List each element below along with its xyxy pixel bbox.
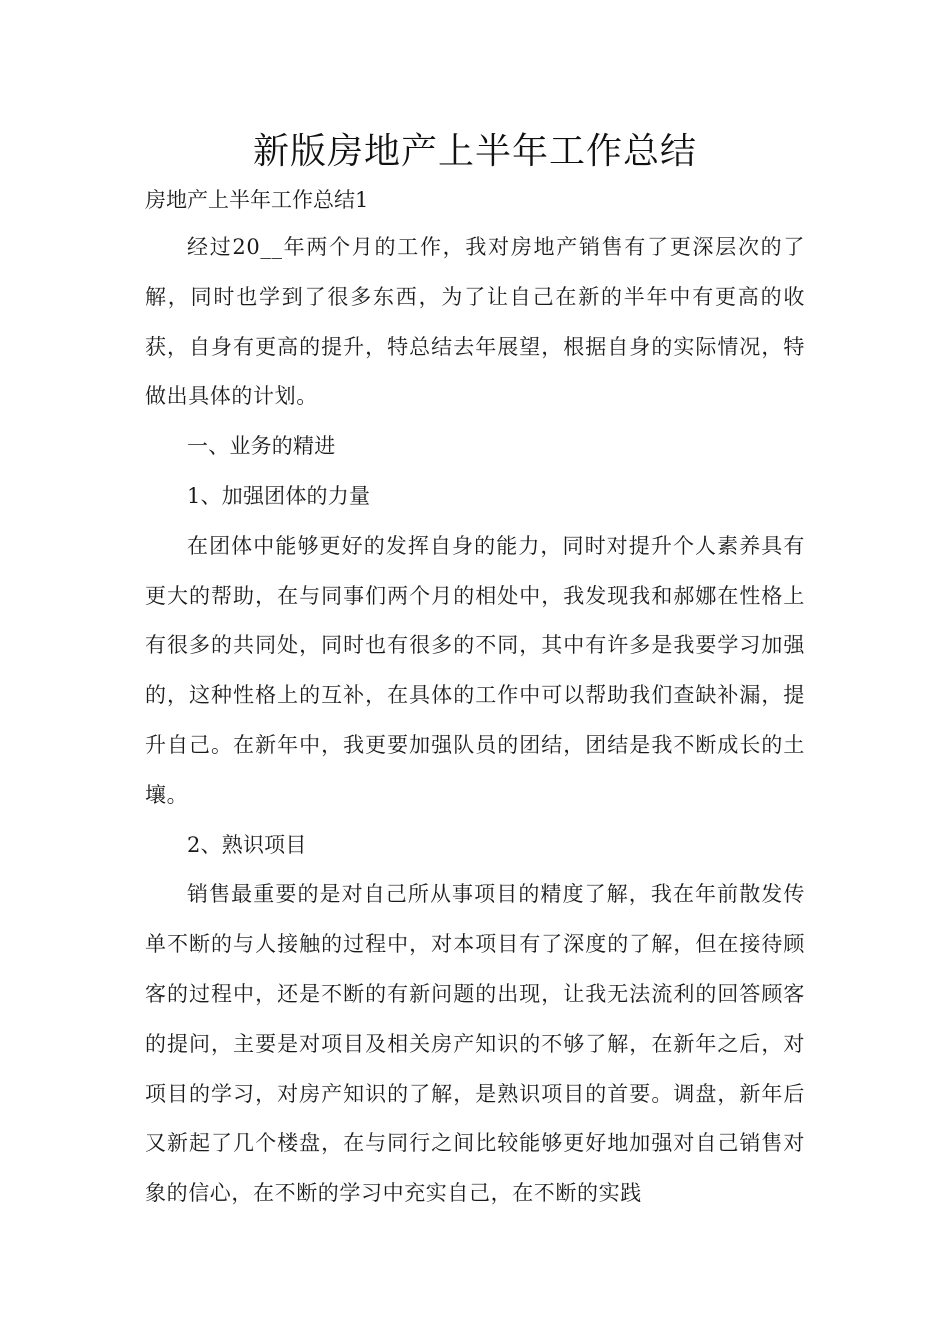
document-subtitle: 房地产上半年工作总结1 — [145, 188, 369, 212]
subsection-heading-team: 1、加强团体的力量 — [187, 483, 371, 508]
paragraph-intro: 经过20__年两个月的工作，我对房地产销售有了更深层次的了解，同时也学到了很多东西，为了让自己在新的半年中有更高的收获，自身有更高的提升，特总结去年展望，根据自身的实际情况，特做出具体的计划。 — [145, 235, 805, 409]
subsection-heading-project: 2、熟识项目 — [187, 832, 307, 857]
paragraph-project: 销售最重要的是对自己所从事项目的精度了解，我在年前散发传单不断的与人接触的过程中，对本项目有了深度的了解，但在接待顾客的过程中，还是不断的有新问题的出现，让我无法流利的回答顾客的提问，主要是对项目及相关房产知识的不够了解，在新年之后，对项目的学习，对房产知识的了解，是熟识项目的首要。调盘，新年后又新起了几个楼盘，在与同行之间比较能够更好地加强对自己销售对象的信心，在不断的学习中充实自己，在不断的实践 — [145, 882, 805, 1206]
section-heading-business: 一、业务的精进 — [187, 434, 336, 459]
document-body — [145, 223, 805, 1219]
document-title: 新版房地产上半年工作总结 — [252, 131, 697, 172]
paragraph-team: 在团体中能够更好的发挥自身的能力，同时对提升个人素养具有更大的帮助，在与同事们两个月的相处中，我发现我和郝娜在性格上有很多的共同处，同时也有很多的不同，其中有许多是我要学习加强的，这种性格上的互补，在具体的工作中可以帮助我们查缺补漏，提升自己。在新年中，我更要加强队员的团结，团结是我不断成长的土壤。 — [145, 533, 805, 807]
